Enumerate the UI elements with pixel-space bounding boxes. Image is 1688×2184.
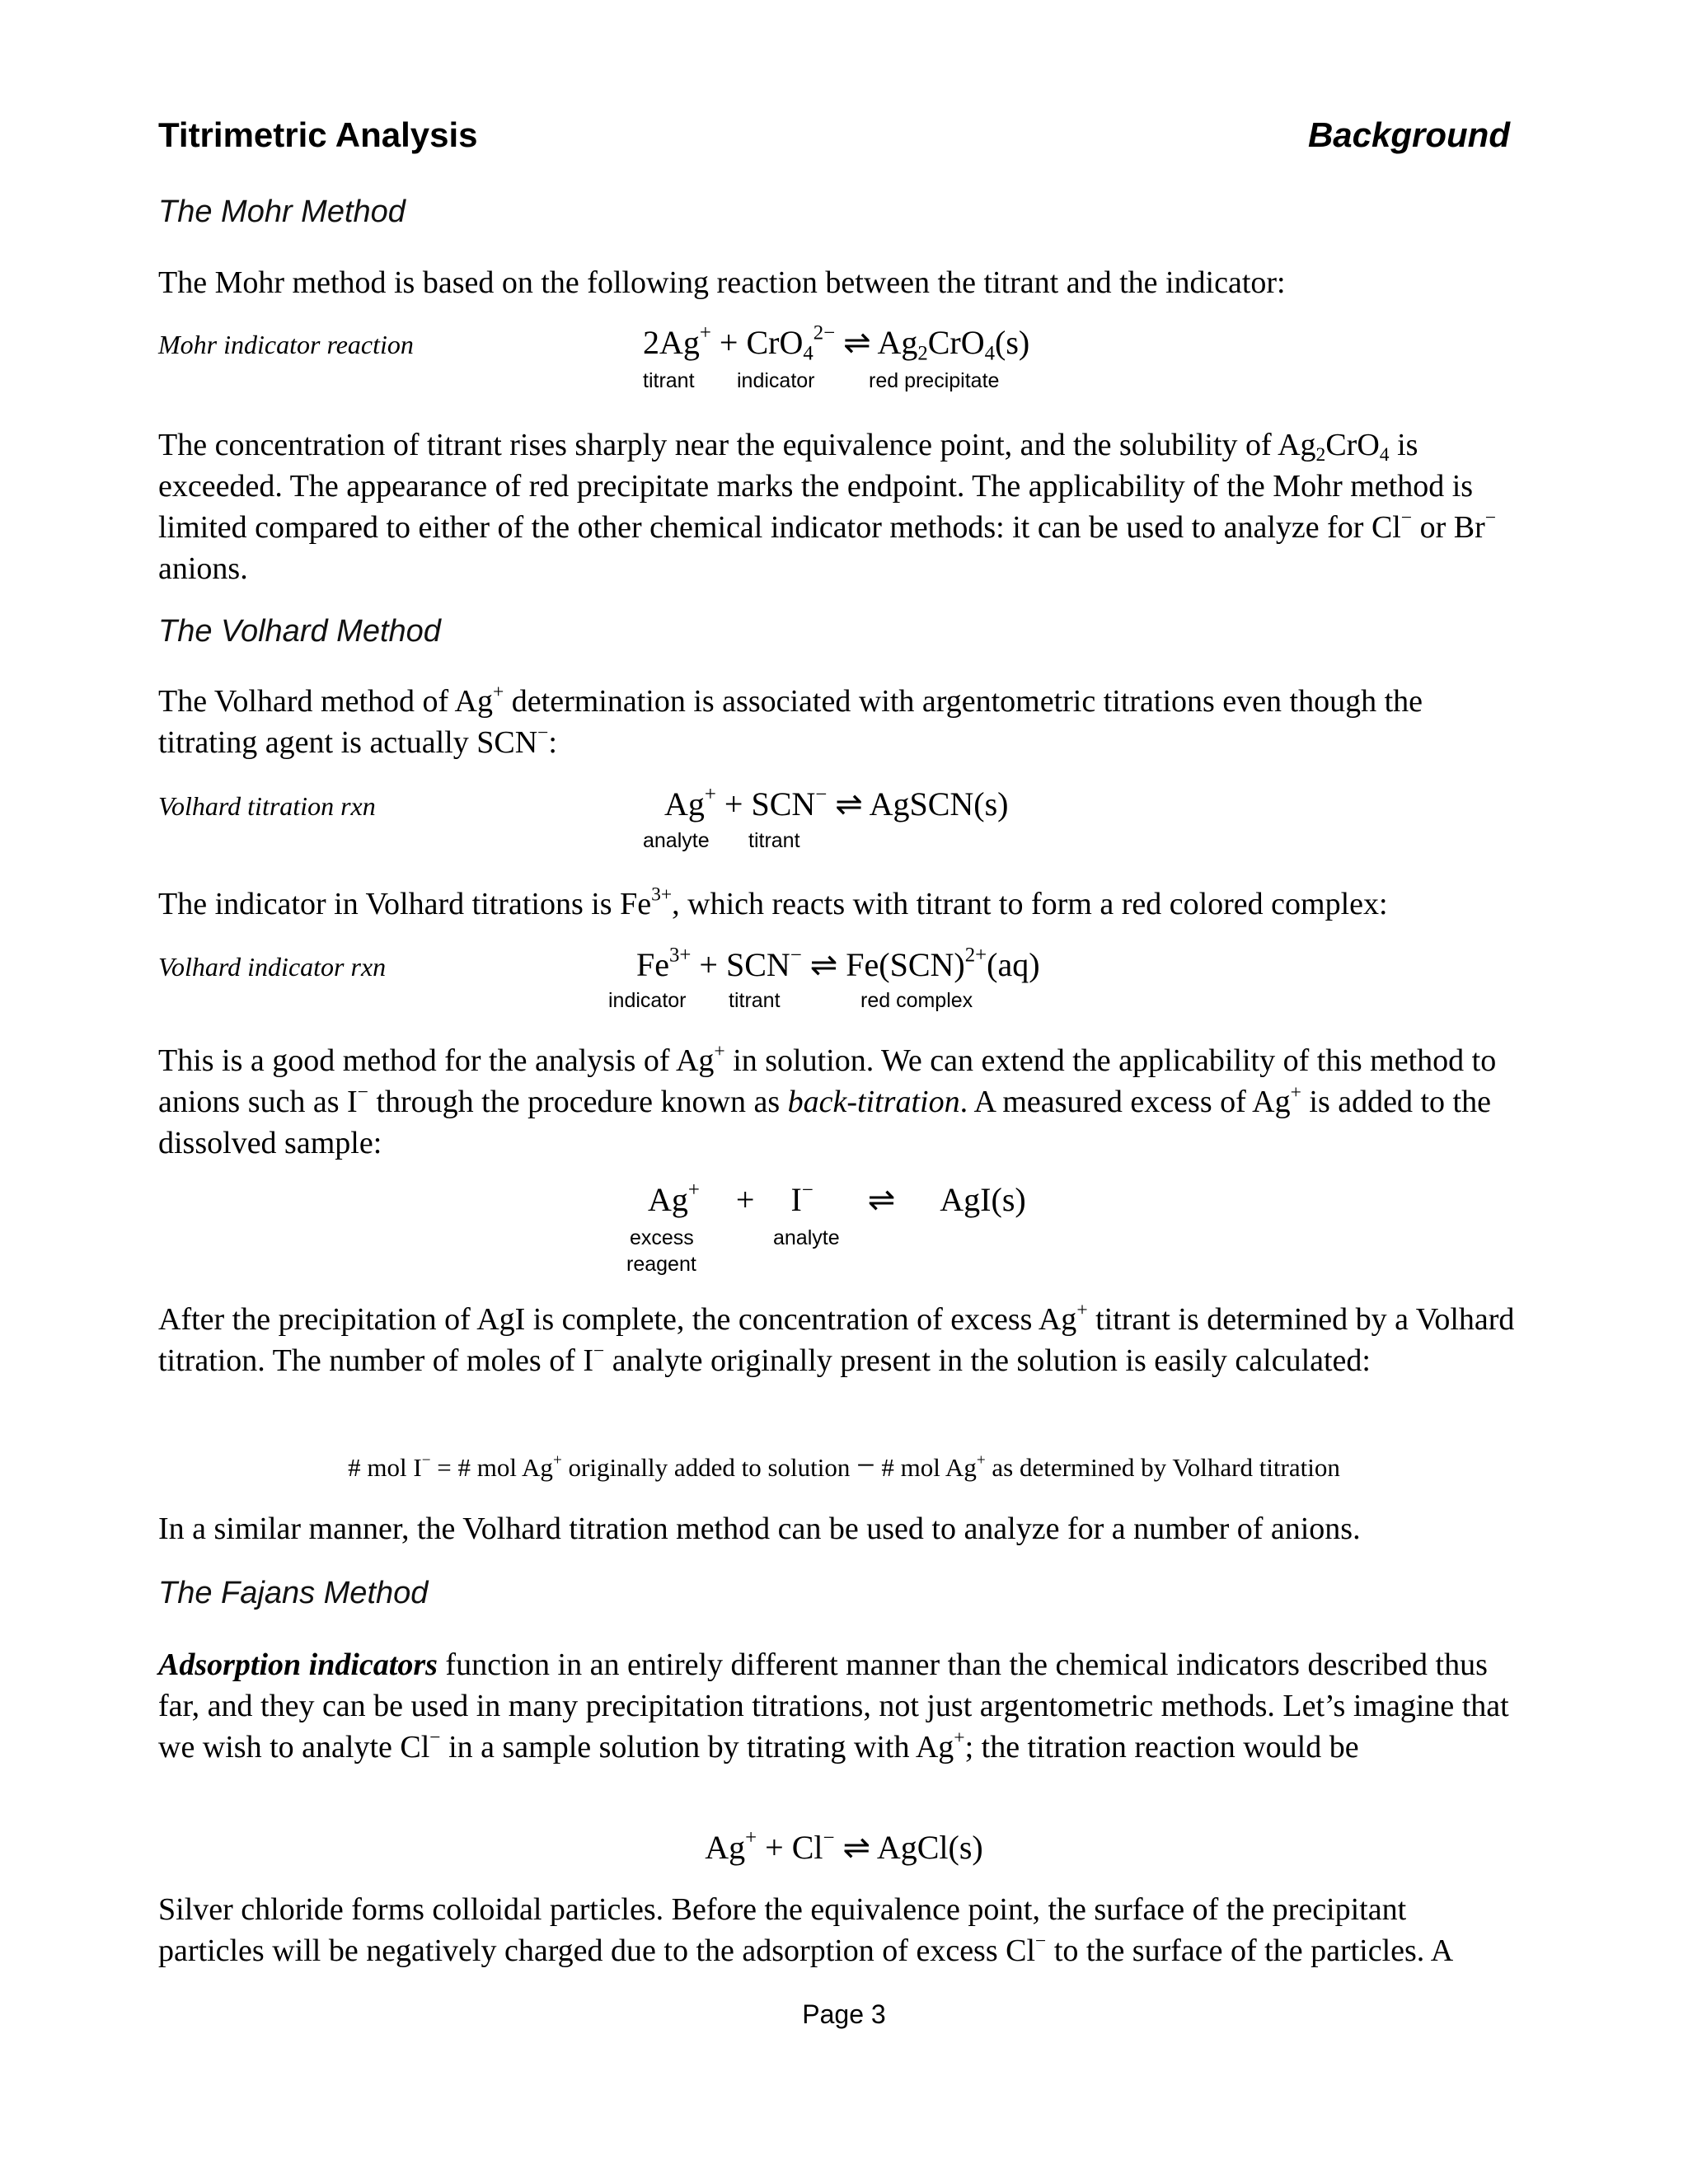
mohr-heading: The Mohr Method xyxy=(158,194,406,229)
volhard-ind-label-titrant: titrant xyxy=(729,989,781,1012)
agi-label-reagent: reagent xyxy=(626,1253,696,1276)
volhard-label-titrant: titrant xyxy=(748,829,800,852)
page-number: Page 3 xyxy=(802,1999,886,2029)
mohr-equation: 2Ag+ + CrO$_4^{2-}$ ⇌ $Ag_2CrO_4(s)$ xyxy=(643,321,1030,365)
volhard-indicator-text: The indicator in Volhard titrations is $Fe^{3+}$, which reacts with titrant to form a red colored complex: xyxy=(158,883,1388,921)
after-precipitation-paragraph: After the precipitation of AgI is complete, the concentration of excess Ag+ titrant is determined by a Volhard titration. The number of moles of I− analyte originally present in the solution is easily calculated: xyxy=(158,1299,1515,1378)
volhard-titration-equation: Ag+ + SCN− ⇌ AgSCN(s) xyxy=(664,783,1009,823)
agcl-equation: Ag+ + Cl− ⇌ AgCl(s) xyxy=(705,1826,983,1866)
agi-label-analyte: analyte xyxy=(773,1226,840,1249)
mohr-intro: The Mohr method is based on the following reaction between the titrant and the indicator: xyxy=(158,265,1286,300)
document-title: Titrimetric Analysis xyxy=(158,115,478,154)
volhard-ind-label-product: red complex xyxy=(860,989,973,1012)
volhard-heading: The Volhard Method xyxy=(158,614,441,649)
section-label: Background xyxy=(1307,115,1510,154)
similar-manner-text: In a similar manner, the Volhard titration method can be used to analyze for a number of anions. xyxy=(158,1511,1361,1546)
fajans-paragraph-1: Adsorption indicators function in an entirely different manner than the chemical indicators described thus far, and they can be used in many precipitation titrations, not just argentometric methods. Let’s imagine that we wish to analyte Cl− in a sample solution by titrating with Ag+; the titration reaction would be xyxy=(158,1647,1509,1765)
volhard-ind-label-indicator: indicator xyxy=(608,989,687,1012)
agi-label-excess: excess xyxy=(630,1226,694,1249)
agi-equation: Ag+ + I− ⇌ AgI(s) xyxy=(648,1179,1026,1218)
mohr-rxn-label: Mohr indicator reaction xyxy=(158,330,414,359)
mohr-label-indicator: indicator xyxy=(737,369,815,392)
volhard-label-analyte: analyte xyxy=(643,829,710,852)
volhard-titration-label: Volhard titration rxn xyxy=(158,791,376,821)
mohr-label-titrant: titrant xyxy=(643,369,695,392)
volhard-indicator-equation: $Fe^{3+} + SCN^-$ ⇌ Fe(SCN)$^{2+}$(aq) xyxy=(636,944,1040,983)
fajans-paragraph-2: Silver chloride forms colloidal particles. Before the equivalence point, the surface of the precipitant particles will be negatively charged due to the adsorption of excess Cl− to the surface of the particles. A xyxy=(158,1892,1454,1968)
fajans-heading: The Fajans Method xyxy=(158,1576,429,1610)
back-titration-paragraph: This is a good method for the analysis of Ag+ in solution. We can extend the applicability of this method to anions such as I− through the procedure known as back-titration. A measured excess of Ag+ is added to the dissolved sample: xyxy=(158,1040,1497,1160)
moles-formula: # mol I− = # mol Ag+ originally added to solution − # mol Ag+ as determined by Volhard titration xyxy=(348,1446,1340,1483)
mohr-label-product: red precipitate xyxy=(869,369,1000,392)
mohr-paragraph: The concentration of titrant rises sharply near the equivalence point, and the solubility of $Ag_2CrO_4$ is exceeded. The appearance of red precipitate marks the endpoint. The applicability of the Mohr method is limited compared to either of the other chemical indicator methods: it can be used to analyze for Cl− or Br− anions. xyxy=(158,428,1497,586)
volhard-indicator-label: Volhard indicator rxn xyxy=(158,952,387,982)
volhard-intro: The Volhard method of Ag+ determination is associated with argentometric titrations even though the titrating agent is actually SCN−: xyxy=(158,681,1423,760)
